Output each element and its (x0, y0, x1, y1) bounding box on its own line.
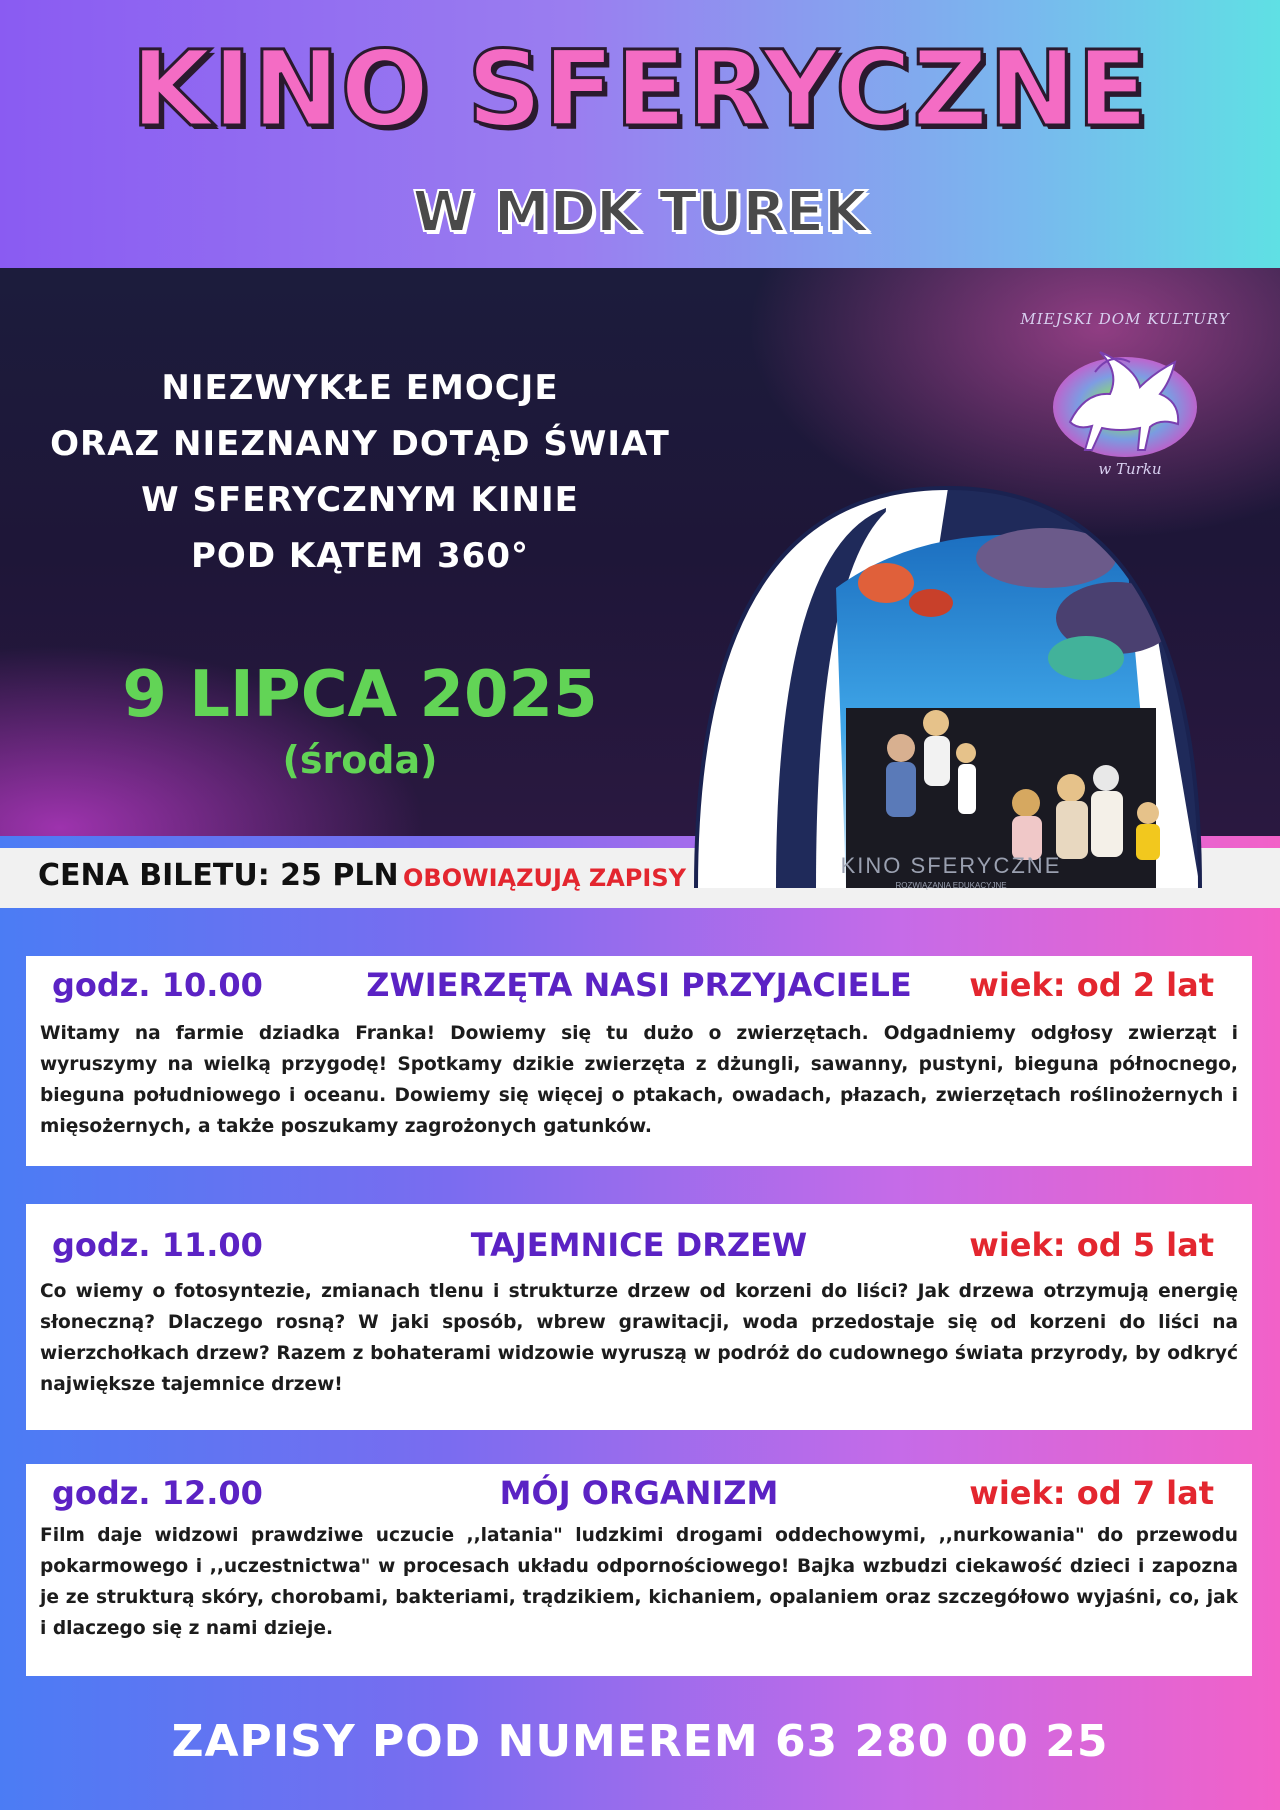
dome-illustration (686, 468, 1210, 908)
session-header (26, 1216, 1252, 1280)
tagline-line: POD KĄTEM 360° (191, 536, 529, 576)
session-age: wiek: od 7 lat (969, 1474, 1214, 1512)
header (0, 0, 1280, 268)
poster-title: KINO SFERYCZNE (131, 28, 1149, 150)
mdk-logo (1000, 310, 1250, 490)
session-header (26, 1464, 1252, 1528)
registration-phone: ZAPISY POD NUMEREM 63 280 00 25 (171, 1716, 1109, 1767)
session-age: wiek: od 5 lat (969, 1226, 1214, 1264)
session-description: Witamy na farmie dziadka Franka! Dowiemy się tu dużo o zwierzętach. Odgadniemy odgłosy zwierząt i wyruszymy na wielką przygodę! Spotkamy dzikie zwierzęta z dżungli, sawanny, pustyni, bieguna północnego, bieguna południowego i oceanu. Dowiemy się więcej o ptakach, owadach, płazach, zwierzętach roślinożernych i mięsożernych, a także poszukamy zagrożonych gatunków. (40, 1023, 1238, 1137)
session-title: TAJEMNICE DRZEW (470, 1226, 808, 1264)
registration-note: OBOWIĄZUJĄ ZAPISY (403, 864, 686, 892)
spherical-cinema-dome (686, 468, 1210, 908)
session-card-2 (26, 1204, 1252, 1430)
event-date: 9 LIPCA 2025 (122, 658, 598, 732)
ticket-price: CENA BILETU: 25 PLN (38, 858, 399, 893)
session-header (26, 956, 1252, 1020)
tagline (30, 360, 690, 584)
poster-subtitle: W MDK TUREK (412, 180, 868, 245)
session-title: MÓJ ORGANIZM (499, 1474, 779, 1512)
event-weekday: (środa) (282, 738, 438, 782)
dome-caption: KINO SFERYCZNE (840, 853, 1062, 878)
logo-text-bottom: w Turku (1098, 460, 1162, 478)
session-title: ZWIERZĘTA NASI PRZYJACIELE (366, 966, 912, 1004)
tagline-line: W SFERYCZNYM KINIE (141, 480, 579, 520)
session-time: godz. 10.00 (52, 966, 263, 1004)
dome-subcaption: ROZWIĄZANIA EDUKACYJNE (895, 881, 1007, 890)
session-description: Film daje widzowi prawdziwe uczucie ,,latania" ludzkimi drogami oddechowymi, ,,nurkowania" do przewodu pokarmowego i ,,uczestnictwa" w procesach układu odpornościowego! Bajka wzbudzi ciekawość dzieci i zapozna je ze strukturą skóry, chorobami, bakteriami, trądzikiem, kichaniem, opalaniem oraz szczegółowo wyjaśni, co, jak i dlaczego się z nami dzieje. (40, 1525, 1238, 1639)
session-card-3 (26, 1464, 1252, 1676)
session-description: Co wiemy o fotosyntezie, zmianach tlenu i strukturze drzew od korzeni do liści? Jak drzewa otrzymują energię słoneczną? Dlaczego rosną? W jaki sposób, wbrew grawitacji, woda przedostaje się od korzeni do liści na wierzchołkach drzew? Razem z bohaterami widzowie wyruszą w podróż do cudownego świata przyrody, by odkryć największe tajemnice drzew! (40, 1281, 1238, 1395)
tagline-line: NIEZWYKŁE EMOCJE (161, 368, 559, 408)
session-time: godz. 11.00 (52, 1226, 263, 1264)
session-time: godz. 12.00 (52, 1474, 263, 1512)
session-card-1 (26, 956, 1252, 1166)
tagline-line: ORAZ NIEZNANY DOTĄD ŚWIAT (50, 424, 670, 464)
session-age: wiek: od 2 lat (969, 966, 1214, 1004)
pegasus-icon (1040, 332, 1210, 467)
logo-text-top: MIEJSKI DOM KULTURY (1020, 310, 1230, 328)
